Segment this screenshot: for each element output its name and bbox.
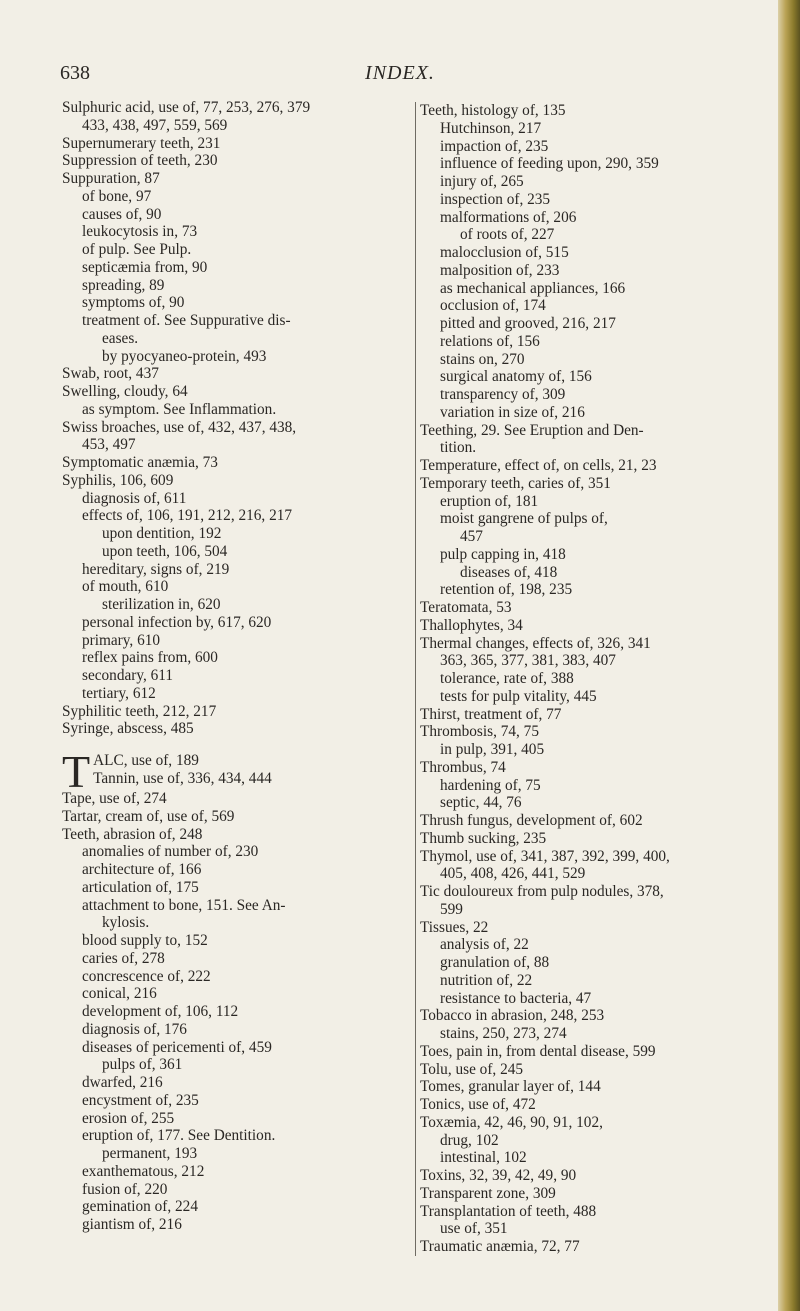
index-entry: hardening of, 75 bbox=[440, 776, 541, 794]
index-entry: stains on, 270 bbox=[440, 350, 525, 368]
index-entry: Syringe, abscess, 485 bbox=[62, 720, 194, 738]
index-entry: effects of, 106, 191, 212, 216, 217 bbox=[82, 507, 293, 525]
index-entry: sterilization in, 620 bbox=[102, 596, 221, 613]
index-entry: surgical anatomy of, 156 bbox=[440, 368, 592, 386]
index-entry: upon teeth, 106, 504 bbox=[102, 542, 228, 560]
index-entry: Thallophytes, 34 bbox=[420, 616, 523, 634]
index-entry: conical, 216 bbox=[82, 985, 157, 1003]
index-entry: secondary, 611 bbox=[82, 667, 174, 684]
index-entry: hereditary, signs of, 219 bbox=[82, 560, 230, 578]
index-entry: dwarfed, 216 bbox=[82, 1074, 163, 1091]
index-entry: Thermal changes, effects of, 326, 341 bbox=[420, 634, 651, 652]
index-entry: transparency of, 309 bbox=[440, 386, 566, 403]
left-column bbox=[62, 99, 400, 1234]
index-entry: Tobacco in abrasion, 248, 253 bbox=[420, 1007, 605, 1025]
index-entry: Thymol, use of, 341, 387, 392, 399, 400, bbox=[420, 847, 670, 865]
index-entry: eases. bbox=[102, 329, 139, 347]
index-entry: malposition of, 233 bbox=[440, 261, 560, 279]
index-entry: spreading, 89 bbox=[82, 276, 165, 294]
index-entry: giantism of, 216 bbox=[82, 1216, 182, 1233]
index-entry: malformations of, 206 bbox=[440, 208, 577, 226]
index-entry: variation in size of, 216 bbox=[440, 403, 585, 421]
index-entry: Sulphuric acid, use of, 77, 253, 276, 379 bbox=[62, 99, 311, 116]
index-entry: ALC, use of, 189 bbox=[93, 752, 199, 769]
index-entry: pulps of, 361 bbox=[102, 1056, 183, 1074]
index-entry: impaction of, 235 bbox=[440, 137, 549, 155]
index-entry: tests for pulp vitality, 445 bbox=[440, 687, 597, 705]
index-entry: resistance to bacteria, 47 bbox=[440, 989, 592, 1007]
index-entry: Teeth, abrasion of, 248 bbox=[62, 825, 203, 843]
index-entry: eruption of, 177. See Dentition. bbox=[82, 1127, 276, 1145]
index-entry: of bone, 97 bbox=[82, 187, 152, 205]
index-entry: Swelling, cloudy, 64 bbox=[62, 383, 188, 400]
index-entry: diagnosis of, 611 bbox=[82, 489, 187, 507]
index-entry: erosion of, 255 bbox=[82, 1109, 175, 1127]
index-entry: Thrombus, 74 bbox=[420, 758, 506, 776]
index-entry: tolerance, rate of, 388 bbox=[440, 670, 574, 687]
index-entry: Thirst, treatment of, 77 bbox=[420, 705, 562, 723]
index-entry: leukocytosis in, 73 bbox=[82, 223, 198, 241]
right-column bbox=[415, 102, 772, 1256]
index-entry: Teeth, histology of, 135 bbox=[420, 102, 566, 119]
index-entry: septicæmia from, 90 bbox=[82, 258, 208, 276]
index-entry: diseases of, 418 bbox=[460, 563, 558, 581]
index-entry: Toxæmia, 42, 46, 90, 91, 102, bbox=[420, 1113, 603, 1131]
index-entry: in pulp, 391, 405 bbox=[440, 741, 545, 758]
index-entry: Transparent zone, 309 bbox=[420, 1184, 556, 1202]
index-entry: Temporary teeth, caries of, 351 bbox=[420, 474, 611, 492]
index-entry: analysis of, 22 bbox=[440, 936, 529, 954]
index-entry: Symptomatic anæmia, 73 bbox=[62, 454, 218, 471]
page-header bbox=[60, 62, 740, 88]
index-entry: Tissues, 22 bbox=[420, 918, 489, 936]
index-entry: Toxins, 32, 39, 42, 49, 90 bbox=[420, 1167, 577, 1184]
index-entry: anomalies of number of, 230 bbox=[82, 843, 259, 861]
index-entry: Syphilitic teeth, 212, 217 bbox=[62, 702, 217, 720]
index-entry: intestinal, 102 bbox=[440, 1149, 527, 1167]
index-entry: development of, 106, 112 bbox=[82, 1003, 239, 1020]
index-entry: by pyocyaneo-protein, 493 bbox=[102, 347, 267, 365]
index-entry: Hutchinson, 217 bbox=[440, 119, 542, 137]
index-entry: encystment of, 235 bbox=[82, 1091, 199, 1109]
index-entry: Tannin, use of, 336, 434, 444 bbox=[93, 769, 272, 787]
index-entry: 405, 408, 426, 441, 529 bbox=[440, 865, 586, 883]
index-entry: personal infection by, 617, 620 bbox=[82, 613, 272, 631]
t-section-heading bbox=[62, 746, 400, 797]
index-entry: permanent, 193 bbox=[102, 1145, 198, 1162]
index-entry: reflex pains from, 600 bbox=[82, 649, 218, 667]
index-entry: Syphilis, 106, 609 bbox=[62, 471, 174, 489]
index-entry: 599 bbox=[440, 900, 463, 918]
index-entry: of mouth, 610 bbox=[82, 578, 169, 596]
index-entry: Suppuration, 87 bbox=[62, 170, 160, 187]
index-entry: pulp capping in, 418 bbox=[440, 545, 566, 563]
index-entry: pitted and grooved, 216, 217 bbox=[440, 315, 616, 332]
page-number: 638 bbox=[60, 62, 90, 84]
index-entry: Thrush fungus, development of, 602 bbox=[420, 812, 643, 829]
dropcap-letter: T bbox=[62, 746, 91, 797]
index-entry: Swab, root, 437 bbox=[62, 365, 159, 383]
index-entry: Tonics, use of, 472 bbox=[420, 1096, 536, 1113]
index-entry: 453, 497 bbox=[82, 436, 136, 454]
index-entry: malocclusion of, 515 bbox=[440, 244, 569, 261]
index-entry: Tartar, cream of, use of, 569 bbox=[62, 807, 235, 825]
index-entry: Teratomata, 53 bbox=[420, 599, 512, 616]
index-entry: primary, 610 bbox=[82, 631, 161, 649]
page-edge bbox=[778, 0, 800, 1311]
index-entry: exanthematous, 212 bbox=[82, 1162, 205, 1180]
index-entry: Supernumerary teeth, 231 bbox=[62, 134, 221, 152]
index-entry: of pulp. See Pulp. bbox=[82, 241, 192, 258]
running-title: INDEX. bbox=[365, 62, 435, 84]
index-entry: Tomes, granular layer of, 144 bbox=[420, 1078, 601, 1096]
index-entry: Tolu, use of, 245 bbox=[420, 1060, 524, 1078]
index-entry: retention of, 198, 235 bbox=[440, 581, 573, 599]
index-entry: Thumb sucking, 235 bbox=[420, 829, 547, 847]
index-entry: occlusion of, 174 bbox=[440, 297, 546, 315]
index-entry: 457 bbox=[460, 528, 483, 545]
index-entry: attachment to bone, 151. See An- bbox=[82, 896, 286, 914]
index-entry: use of, 351 bbox=[440, 1220, 508, 1238]
index-entry: articulation of, 175 bbox=[82, 878, 199, 896]
index-entry: treatment of. See Suppurative dis- bbox=[82, 312, 291, 329]
index-entry: causes of, 90 bbox=[82, 205, 162, 223]
index-entry: fusion of, 220 bbox=[82, 1180, 168, 1198]
index-entry: nutrition of, 22 bbox=[440, 971, 533, 989]
index-entry: moist gangrene of pulps of, bbox=[440, 510, 608, 528]
index-entry: as mechanical appliances, 166 bbox=[440, 279, 626, 297]
index-entry: eruption of, 181 bbox=[440, 492, 539, 510]
index-entry: Temperature, effect of, on cells, 21, 23 bbox=[420, 457, 657, 474]
index-entry: drug, 102 bbox=[440, 1131, 499, 1149]
index-entry: diagnosis of, 176 bbox=[82, 1020, 187, 1038]
index-entry: kylosis. bbox=[102, 914, 150, 932]
index-entry: Tic douloureux from pulp nodules, 378, bbox=[420, 883, 664, 900]
index-entry: Tape, use of, 274 bbox=[62, 790, 167, 807]
index-entry: Traumatic anæmia, 72, 77 bbox=[420, 1238, 580, 1255]
index-entry: blood supply to, 152 bbox=[82, 932, 208, 949]
index-entry: tertiary, 612 bbox=[82, 684, 156, 702]
index-entry: granulation of, 88 bbox=[440, 954, 550, 971]
right-entries bbox=[420, 102, 772, 1256]
index-entry: relations of, 156 bbox=[440, 332, 540, 350]
t-entries bbox=[62, 790, 400, 1234]
index-entry: diseases of pericementi of, 459 bbox=[82, 1038, 272, 1056]
index-entry: injury of, 265 bbox=[440, 173, 524, 190]
index-entry: Thrombosis, 74, 75 bbox=[420, 723, 539, 741]
t-section bbox=[62, 746, 400, 1234]
index-entry: caries of, 278 bbox=[82, 949, 165, 967]
index-entry: stains, 250, 273, 274 bbox=[440, 1025, 567, 1042]
index-entry: as symptom. See Inflammation. bbox=[82, 400, 277, 418]
index-entry: upon dentition, 192 bbox=[102, 525, 222, 542]
left-entries bbox=[62, 99, 400, 738]
index-entry: Toes, pain in, from dental disease, 599 bbox=[420, 1042, 656, 1060]
index-entry: architecture of, 166 bbox=[82, 861, 202, 878]
index-entry: influence of feeding upon, 290, 359 bbox=[440, 155, 659, 173]
index-entry: inspection of, 235 bbox=[440, 190, 551, 208]
index-entry: Transplantation of teeth, 488 bbox=[420, 1202, 597, 1220]
index-entry: Suppression of teeth, 230 bbox=[62, 152, 218, 170]
index-entry: septic, 44, 76 bbox=[440, 794, 522, 812]
index-entry: concrescence of, 222 bbox=[82, 967, 211, 985]
index-entry: Swiss broaches, use of, 432, 437, 438, bbox=[62, 418, 297, 436]
index-entry: of roots of, 227 bbox=[460, 226, 555, 244]
index-entry: tition. bbox=[440, 439, 477, 457]
index-entry: Teething, 29. See Eruption and Den- bbox=[420, 421, 644, 439]
index-entry: 363, 365, 377, 381, 383, 407 bbox=[440, 652, 616, 670]
index-entry: gemination of, 224 bbox=[82, 1198, 198, 1216]
index-entry: symptoms of, 90 bbox=[82, 294, 185, 312]
index-entry: 433, 438, 497, 559, 569 bbox=[82, 116, 228, 134]
